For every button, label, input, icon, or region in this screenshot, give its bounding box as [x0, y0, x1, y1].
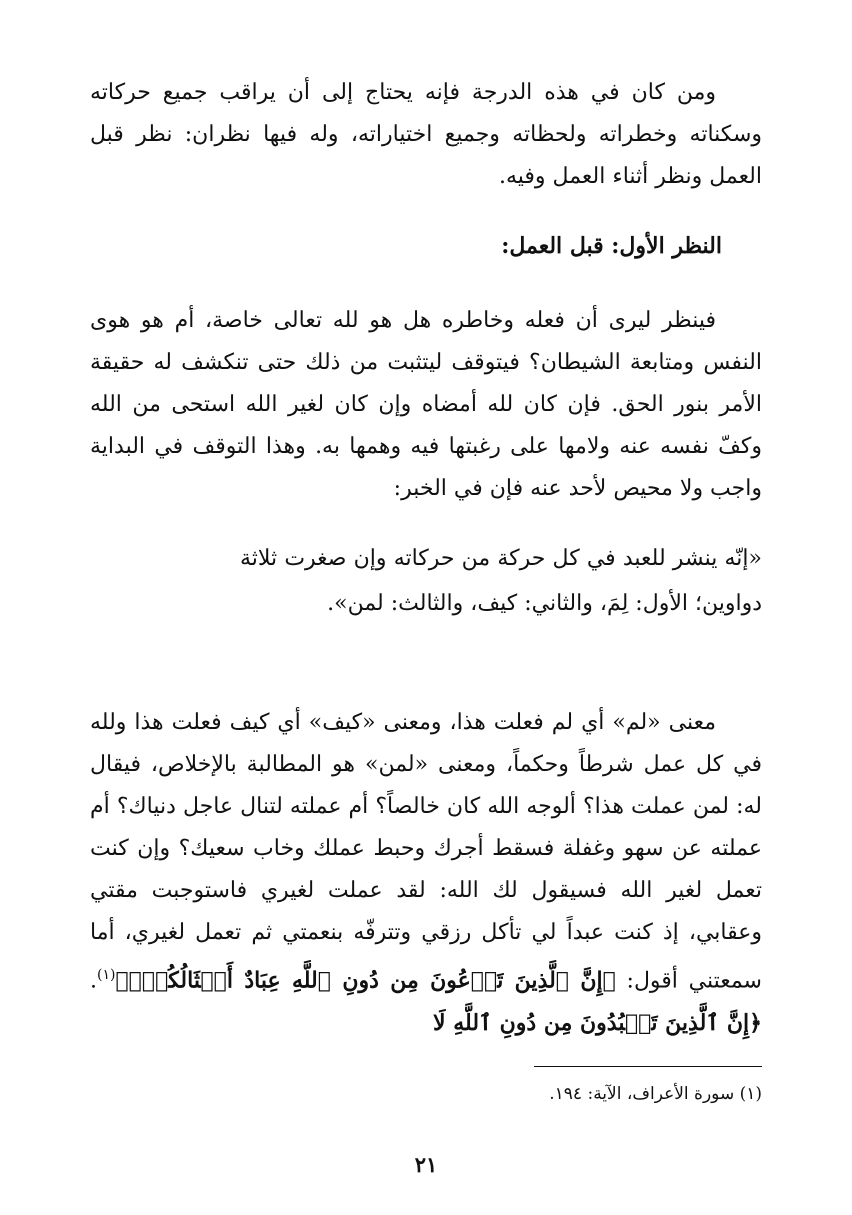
footnote: (١) سورة الأعراف، الآية: ١٩٤.: [549, 1084, 762, 1104]
page-number: ٢١: [414, 1152, 438, 1177]
section-heading: النظر الأول: قبل العمل:: [501, 233, 722, 259]
quran-verse-2: ﴿إِنَّ ٱلَّذِينَ تَعۡبُدُونَ مِن دُونِ ٱللَّهِ لَا: [433, 1010, 762, 1037]
paragraph-3-text: معنى «لم» أي لم فعلت هذا، ومعنى «كيف» أي كيف فعلت هذا ولله في كل عمل شرطاً وحكماً، ومعنى «لمن» هو المطالبة بالإخلاص، فيقال له: لمن عملت هذا؟ ألوجه الله كان خالصاً؟ أم عملته لتنال عاجل دنياك؟ أم عملته عن سهو وغفلة فسقط أجرك وحبط عملك وخاب سعيك؟ وإن كنت تعمل لغير الله فسيقول لك الله: لقد عملت لغيري فاستوجبت مقتي وعقابي، إذ كنت عبداً لي تأكل رزقي وتترفّه بنعمتي ثم تعمل لغيري، أما سمعتني أقول:: [90, 710, 762, 994]
paragraph-2: فينظر ليرى أن فعله وخاطره هل هو لله تعالى خاصة، أم هو هوى النفس ومتابعة الشيطان؟ فيتوقف ليتثبت من ذلك حتى تنكشف له حقيقة الأمر بنور الحق. فإن كان لله أمضاه وإن كان لغير الله استحى من الله وكفّ نفسه عنه ولامها على رغبتها فيه وهمها به. وهذا التوقف في البداية واجب ولا محيص لأحد عنه فإن في الخبر:: [90, 308, 762, 501]
footnote-divider: [534, 1066, 762, 1067]
paragraph-1: ومن كان في هذه الدرجة فإنه يحتاج إلى أن يراقب جميع حركاته وسكناته وخطراته ولحظاته وجميع اختياراته، وله فيها نظران: نظر قبل العمل ونظر أثناء العمل وفيه.: [90, 80, 762, 189]
paragraph-3: [90, 702, 762, 1045]
footnote-reference: (١): [97, 967, 116, 983]
quran-verse-1: ﴿إِنَّ ٱلَّذِينَ تَدۡعُونَ مِن دُونِ ٱللَّهِ عِبَادٌ أَمۡثَالُكُمۡۖ﴾: [115, 967, 616, 994]
hadith-quote: «إنّه ينشر للعبد في كل حركة من حركاته وإن صغرت ثلاثة دواوين؛ الأول: لِمَ، والثاني: كيف، والثالث: لمن».: [240, 546, 762, 616]
verse-end-period: .: [90, 968, 97, 994]
